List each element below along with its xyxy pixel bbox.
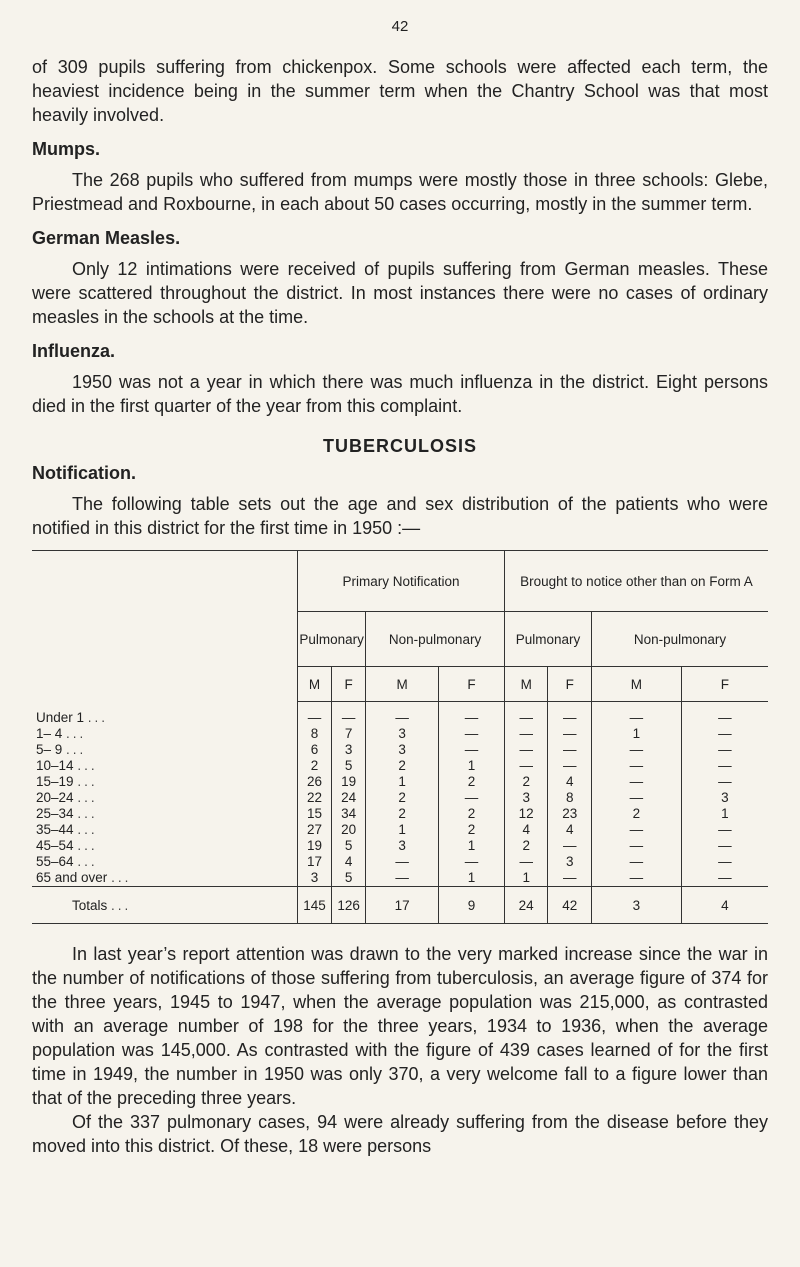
mumps-paragraph: The 268 pupils who suffered from mumps were mostly those in three schools: Glebe, Priestmead and Roxbourne, in each about 50 cases occurring, mostly in the summer term. <box>32 170 768 214</box>
table-cell: 2 <box>366 806 439 822</box>
age-group-label: 25–34 <box>36 806 74 821</box>
table-cell: 1 <box>366 774 439 790</box>
table-cell: — <box>681 702 768 727</box>
table-cell: — <box>439 790 505 806</box>
leader-dots: ... <box>66 726 87 741</box>
header-brought-to-notice: Brought to notice other than on Form A <box>504 551 768 612</box>
table-cell: 3 <box>366 838 439 854</box>
notification-paragraph: The following table sets out the age and sex distribution of the patients who were notified in this district for the first time in 1950 :— <box>32 494 768 538</box>
total-cell: 145 <box>298 887 332 924</box>
table-cell: 20 <box>332 822 366 838</box>
table-cell: — <box>366 854 439 870</box>
table-cell: 3 <box>366 726 439 742</box>
table-cell: 1 <box>439 758 505 774</box>
age-group-label: 45–54 <box>36 838 74 853</box>
age-group-label: 55–64 <box>36 854 74 869</box>
table-cell: — <box>504 854 548 870</box>
header-f: F <box>548 667 592 702</box>
table-row <box>32 726 768 742</box>
table-cell: — <box>439 742 505 758</box>
age-group-cell <box>32 854 298 870</box>
table-cell: 7 <box>332 726 366 742</box>
german-measles-paragraph: Only 12 intimations were received of pupils suffering from German measles. These were scattered throughout the district. In most instances there were no cases of ordinary measles in the schools at the time. <box>32 259 768 327</box>
table-cell: — <box>504 702 548 727</box>
age-group-label: 35–44 <box>36 822 74 837</box>
leader-dots: ... <box>77 758 98 773</box>
table-cell: — <box>681 854 768 870</box>
table-cell: 22 <box>298 790 332 806</box>
header-m: M <box>298 667 332 702</box>
table-cell: — <box>504 758 548 774</box>
influenza-paragraph: 1950 was not a year in which there was much influenza in the district. Eight persons died in the first quarter of the year from this complaint. <box>32 372 768 416</box>
age-group-cell <box>32 726 298 742</box>
table-cell: 4 <box>332 854 366 870</box>
table-cell: — <box>591 838 681 854</box>
table-cell: — <box>681 822 768 838</box>
total-cell: 17 <box>366 887 439 924</box>
table-cell: 2 <box>366 790 439 806</box>
table-cell: 1 <box>591 726 681 742</box>
table-cell: — <box>591 822 681 838</box>
table-cell: 24 <box>332 790 366 806</box>
totals-label: Totals <box>72 897 108 913</box>
total-cell: 3 <box>591 887 681 924</box>
chickenpox-paragraph: of 309 pupils suffering from chickenpox. Some schools were affected each term, the heaviest incidence being in the summer term when the Chantry School was that most heavily involved. <box>32 57 768 125</box>
table-cell: — <box>591 702 681 727</box>
header-m: M <box>366 667 439 702</box>
table-row <box>32 870 768 887</box>
table-cell: 3 <box>548 854 592 870</box>
table-cell: 4 <box>504 822 548 838</box>
table-cell: 12 <box>504 806 548 822</box>
table-cell: 1 <box>681 806 768 822</box>
table-cell: 4 <box>548 774 592 790</box>
header-brought-pulmonary: Pulmonary <box>504 612 591 667</box>
table-row <box>32 806 768 822</box>
table-cell: — <box>591 758 681 774</box>
table-cell: 2 <box>366 758 439 774</box>
leader-dots: ... <box>111 870 132 885</box>
table-cell: — <box>504 742 548 758</box>
after-table-paragraph-2: Of the 337 pulmonary cases, 94 were already suffering from the disease before they moved into this district. Of these, 18 were persons <box>32 1112 768 1156</box>
totals-row <box>32 887 768 924</box>
table-cell: — <box>681 774 768 790</box>
table-cell: 2 <box>504 774 548 790</box>
table-cell: 27 <box>298 822 332 838</box>
table-cell: — <box>681 726 768 742</box>
age-group-cell <box>32 742 298 758</box>
table-cell: — <box>548 838 592 854</box>
table-cell: 19 <box>298 838 332 854</box>
age-group-cell <box>32 838 298 854</box>
page-number: 42 <box>391 18 409 35</box>
age-group-label: Under 1 <box>36 709 85 725</box>
age-group-label: 5– 9 <box>36 742 63 757</box>
notification-heading: Notification. <box>32 463 136 483</box>
age-group-label: 1– 4 <box>36 726 63 741</box>
header-m: M <box>591 667 681 702</box>
table-cell: 8 <box>298 726 332 742</box>
total-cell: 42 <box>548 887 592 924</box>
table-cell: 15 <box>298 806 332 822</box>
leader-dots: ... <box>77 806 98 821</box>
age-group-cell <box>32 702 298 727</box>
table-cell: — <box>591 742 681 758</box>
table-cell: 1 <box>504 870 548 887</box>
table-cell: 3 <box>366 742 439 758</box>
table-row <box>32 822 768 838</box>
table-cell: 1 <box>366 822 439 838</box>
table-cell: 23 <box>548 806 592 822</box>
table-row <box>32 742 768 758</box>
mumps-heading: Mumps. <box>32 139 101 159</box>
table-row <box>32 854 768 870</box>
table-cell: 2 <box>439 822 505 838</box>
table-row <box>32 774 768 790</box>
table-cell: 6 <box>298 742 332 758</box>
age-group-label: 15–19 <box>36 774 74 789</box>
table-cell: 3 <box>681 790 768 806</box>
table-row <box>32 758 768 774</box>
table-cell: 34 <box>332 806 366 822</box>
table-cell: — <box>591 870 681 887</box>
total-cell: 9 <box>439 887 505 924</box>
leader-dots: ... <box>66 742 87 757</box>
table-cell: — <box>548 758 592 774</box>
header-f: F <box>439 667 505 702</box>
table-cell: 5 <box>332 758 366 774</box>
table-cell: 2 <box>504 838 548 854</box>
age-group-label: 65 and over <box>36 870 108 885</box>
table-cell: 26 <box>298 774 332 790</box>
table-cell: — <box>681 838 768 854</box>
age-group-label: 20–24 <box>36 790 74 805</box>
table-cell: — <box>548 870 592 887</box>
table-cell: — <box>332 702 366 727</box>
table-cell: 2 <box>439 806 505 822</box>
table-cell: 8 <box>548 790 592 806</box>
table-cell: — <box>366 702 439 727</box>
age-group-cell <box>32 822 298 838</box>
table-cell: 5 <box>332 838 366 854</box>
influenza-heading: Influenza. <box>32 341 116 361</box>
table-cell: — <box>548 726 592 742</box>
table-cell: 3 <box>298 870 332 887</box>
header-brought-non-pulmonary: Non-pulmonary <box>591 612 768 667</box>
header-primary-notification: Primary Notification <box>298 551 505 612</box>
table-body <box>32 702 768 887</box>
age-group-cell <box>32 870 298 887</box>
table-cell: 2 <box>439 774 505 790</box>
tuberculosis-title: TUBERCULOSIS <box>322 436 477 456</box>
table-cell: — <box>681 758 768 774</box>
age-group-cell <box>32 774 298 790</box>
table-cell: 3 <box>504 790 548 806</box>
header-f: F <box>332 667 366 702</box>
table-cell: 19 <box>332 774 366 790</box>
header-f: F <box>681 667 768 702</box>
header-primary-pulmonary: Pulmonary <box>298 612 366 667</box>
age-group-cell <box>32 758 298 774</box>
leader-dots: ... <box>77 854 98 869</box>
leader-dots: ... <box>111 897 132 913</box>
age-group-cell <box>32 806 298 822</box>
table-cell: — <box>439 726 505 742</box>
total-cell: 126 <box>332 887 366 924</box>
table-cell: 3 <box>332 742 366 758</box>
age-group-label: 10–14 <box>36 758 74 773</box>
header-m: M <box>504 667 548 702</box>
table-row <box>32 790 768 806</box>
table-cell: — <box>298 702 332 727</box>
german-measles-heading: German Measles. <box>32 228 181 248</box>
leader-dots: ... <box>77 822 98 837</box>
table-row <box>32 838 768 854</box>
table-cell: 1 <box>439 838 505 854</box>
table-cell: — <box>548 702 592 727</box>
age-group-cell <box>32 790 298 806</box>
table-cell: — <box>548 742 592 758</box>
table-cell: 2 <box>591 806 681 822</box>
table-cell: — <box>366 870 439 887</box>
leader-dots: ... <box>77 790 98 805</box>
table-row <box>32 702 768 727</box>
table-cell: — <box>591 854 681 870</box>
total-cell: 4 <box>681 887 768 924</box>
total-cell: 24 <box>504 887 548 924</box>
table-cell: — <box>504 726 548 742</box>
table-cell: — <box>591 790 681 806</box>
table-cell: — <box>681 870 768 887</box>
table-cell: 17 <box>298 854 332 870</box>
after-table-paragraph-1: In last year’s report attention was drawn to the very marked increase since the war in the number of notifications of those suffering from tuberculosis, an average figure of 374 for the three years, 1945 to 1947, when the average population was 215,000, as contrasted with an average number of 198 for the three years, 1934 to 1936, when the average population was 145,000. As contrasted with the figure of 439 cases learned of for the first time in 1949, the number in 1950 was only 370, a very welcome fall to a figure lower than that of the preceding three years. <box>32 944 768 1108</box>
leader-dots: ... <box>77 838 98 853</box>
table-header-groups <box>32 551 768 612</box>
table-cell: — <box>439 854 505 870</box>
table-cell: — <box>591 774 681 790</box>
table-cell: — <box>439 702 505 727</box>
table-cell: 1 <box>439 870 505 887</box>
table-cell: — <box>681 742 768 758</box>
table-cell: 2 <box>298 758 332 774</box>
table-cell: 4 <box>548 822 592 838</box>
leader-dots: ... <box>77 774 98 789</box>
table-cell: 5 <box>332 870 366 887</box>
leader-dots: ... <box>87 709 109 725</box>
page <box>32 18 768 1158</box>
tuberculosis-table <box>32 550 768 924</box>
header-primary-non-pulmonary: Non-pulmonary <box>366 612 505 667</box>
